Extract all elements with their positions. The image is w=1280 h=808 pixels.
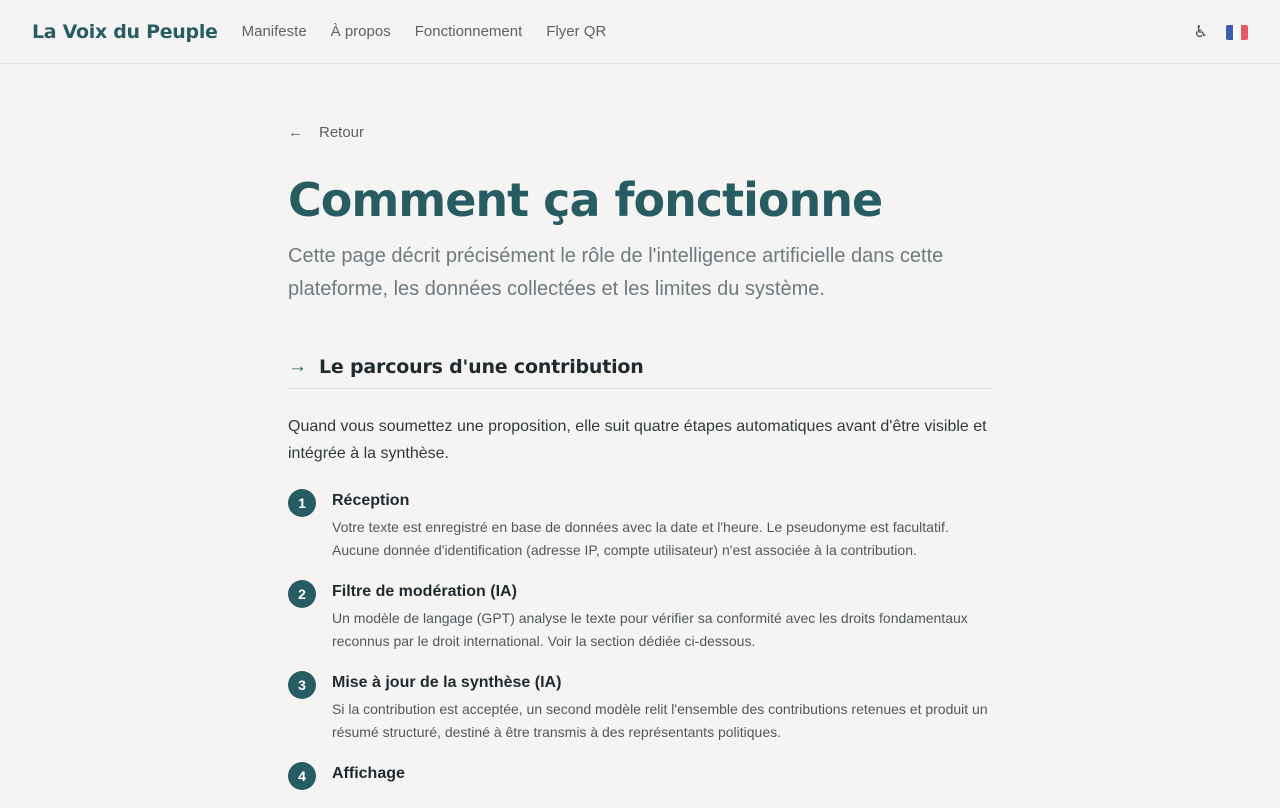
- arrow-left-icon: ←: [288, 123, 303, 141]
- step-text: Votre texte est enregistré en base de données avec la date et l'heure. Le pseudonyme est facultatif. Aucune donnée d'identification (adresse IP, compte utilisateur) n'est associée à la contribution.: [332, 519, 949, 558]
- step-number-badge: 3: [288, 671, 316, 699]
- main-content: [288, 64, 992, 808]
- accessibility-icon[interactable]: ♿: [1193, 24, 1208, 41]
- main-nav: [242, 23, 607, 40]
- section-title: Le parcours d'une contribution: [319, 356, 644, 378]
- step-item: [288, 762, 992, 790]
- step-number-badge: 1: [288, 489, 316, 517]
- step-title: Réception: [332, 492, 410, 509]
- page-title: Comment ça fonctionne: [288, 173, 883, 227]
- nav-link-a-propos[interactable]: À propos: [330, 23, 391, 40]
- step-title: Filtre de modération (IA): [332, 583, 517, 600]
- nav-link-flyer-qr[interactable]: Flyer QR: [546, 23, 607, 40]
- top-navigation-bar: [0, 0, 1280, 64]
- section-header: [288, 356, 992, 389]
- header-actions: [1194, 0, 1248, 64]
- nav-link-fonctionnement[interactable]: Fonctionnement: [414, 23, 523, 40]
- step-item: [288, 671, 992, 744]
- steps-list: [288, 489, 992, 790]
- step-number-badge: 4: [288, 762, 316, 790]
- step-item: [288, 489, 992, 562]
- page-lead: Cette page décrit précisément le rôle de l'intelligence artificielle dans cette plateforme, les données collectées et les limites du système.: [288, 245, 944, 300]
- back-link-label: Retour: [319, 123, 365, 141]
- france-flag-icon[interactable]: [1226, 25, 1248, 40]
- step-text: Un modèle de langage (GPT) analyse le texte pour vérifier sa conformité avec les droits fondamentaux reconnus par le droit international. Voir la section dédiée ci-dessous.: [332, 610, 968, 649]
- step-title: Affichage: [332, 765, 405, 782]
- step-text: Si la contribution est acceptée, un second modèle relit l'ensemble des contributions retenues et produit un résumé structuré, destiné à être transmis à des représentants politiques.: [332, 701, 988, 740]
- step-body: [332, 489, 992, 562]
- step-body: [332, 671, 992, 744]
- brand-logo-link[interactable]: La Voix du Peuple: [32, 20, 218, 43]
- step-item: [288, 580, 992, 653]
- section-intro: Quand vous soumettez une proposition, elle suit quatre étapes automatiques avant d'être visible et intégrée à la synthèse.: [288, 418, 987, 462]
- step-body: [332, 580, 992, 653]
- arrow-right-icon: →: [288, 356, 307, 377]
- back-link[interactable]: [288, 120, 388, 144]
- step-title: Mise à jour de la synthèse (IA): [332, 674, 562, 691]
- step-number-badge: 2: [288, 580, 316, 608]
- nav-link-manifeste[interactable]: Manifeste: [241, 23, 307, 40]
- step-body: [332, 762, 405, 790]
